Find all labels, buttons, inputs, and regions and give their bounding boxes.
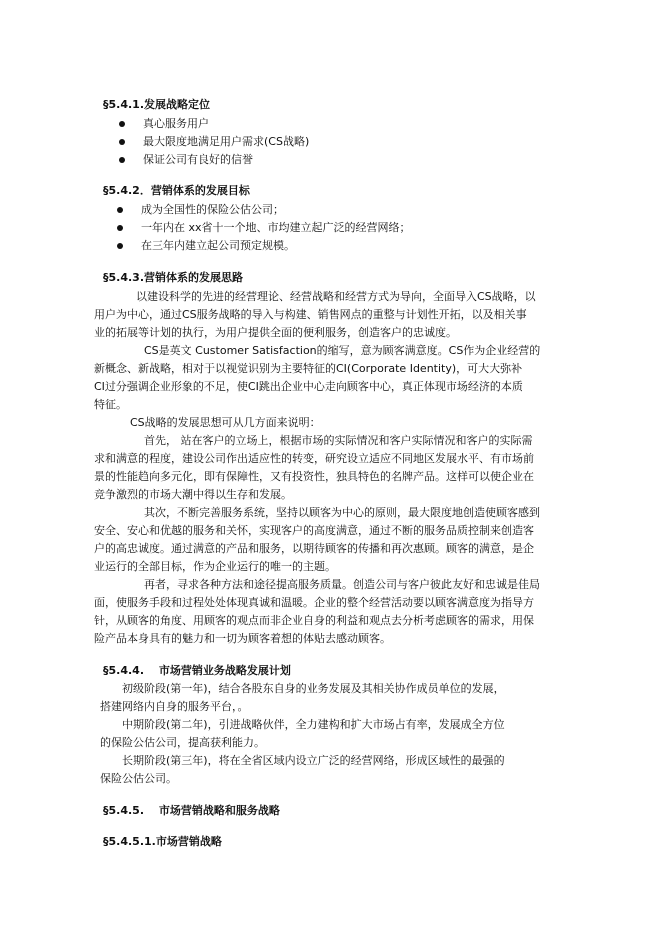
paragraph-line: 求和满意的程度，建设公司作出适应性的转变，研究设立适应不同地区发展水平、有市场前 [94, 452, 534, 465]
bullet-icon [119, 157, 125, 163]
paragraph-line: 景的性能趋向多元化，即有保障性，又有投资性，独具特色的名牌产品。这样可以使企业在 [94, 470, 534, 483]
paragraph-line: CS是英文 Customer Satisfaction的缩写，意为顾客满意度。CS作为企业经营的 [144, 344, 541, 357]
paragraph-line: 搭建网络内自身的服务平台，。 [100, 700, 249, 713]
list-item: 在三年内建立起公司预定规模。 [117, 239, 295, 253]
paragraph-line: 保险公估公司。 [100, 772, 177, 785]
bullet-icon [117, 207, 123, 213]
paragraph-line: 再者，寻求各种方法和途径提高服务质量。创造公司与客户彼此友好和忠诚是佳局 [144, 578, 540, 591]
section-heading-5-4-2: §5.4.2．营销体系的发展目标 [103, 184, 250, 197]
paragraph-line: 首先， 站在客户的立场上，根据市场的实际情况和客户实际情况和客户的实际需 [144, 434, 533, 447]
paragraph-line: 险产品本身具有的魅力和一切为顾客着想的体贴去感动顾客。 [94, 632, 391, 645]
section-heading-5-4-4: §5.4.4. 市场营销业务战略发展计划 [103, 664, 291, 677]
paragraph-line: 中期阶段(第二年)，引进战略伙伴，全力建构和扩大市场占有率，发展成全方位 [122, 718, 505, 731]
paragraph-line: CI过分强调企业形象的不足，使CI跳出企业中心走向顾客中心，真正体现市场经济的本质 [94, 380, 523, 393]
list-item: 成为全国性的保险公估公司； [117, 203, 284, 217]
paragraph-line: 其次，不断完善服务系统，坚持以顾客为中心的原则，最大限度地创造使顾客感到 [144, 506, 540, 519]
paragraph-line: 面，使服务手段和过程处处体现真诚和温暖。企业的整个经营活动要以顾客满意度为指导方 [94, 596, 534, 609]
paragraph-line: 业的拓展等计划的执行，为用户提供全面的便利服务，创造客户的忠诚度。 [94, 326, 457, 339]
paragraph-line: 初级阶段(第一年)，结合各股东自身的业务发展及其相关协作成员单位的发展， [122, 682, 505, 695]
list-item: 保证公司有良好的信誉 [119, 153, 253, 167]
paragraph-line: 新概念、新战略，相对于以视觉识别为主要特征的CI(Corporate Identity)，可大大弥补 [94, 362, 523, 375]
list-item: 一年内在 xx省十一个地、市均建立起广泛的经营网络； [117, 221, 411, 235]
list-item: 真心服务用户 [119, 117, 209, 131]
bullet-icon [119, 139, 125, 145]
paragraph-line: CS战略的发展思想可从几方面来说明： [130, 416, 321, 429]
list-item: 最大限度地满足用户需求(CS战略) [119, 135, 309, 149]
paragraph-line: 用户为中心，通过CS服务战略的导入与构建、销售网点的重整与计划性开拓，以及相关事 [94, 308, 527, 321]
paragraph-line: 业运行的全部目标，作为企业运行的唯一的主题。 [94, 560, 336, 573]
bullet-icon [117, 225, 123, 231]
section-heading-5-4-5: §5.4.5. 市场营销战略和服务战略 [103, 804, 280, 817]
paragraph-line: 长期阶段(第三年)，将在全省区域内设立广泛的经营网络，形成区域性的最强的 [122, 754, 505, 767]
paragraph-line: 的保险公估公司，提高获利能力。 [100, 736, 265, 749]
paragraph-line: 特征。 [94, 398, 127, 411]
section-heading-5-4-5-1: §5.4.5.1.市场营销战略 [103, 835, 222, 848]
paragraph-line: 针，从顾客的角度、用顾客的观点而非企业自身的利益和观点去分析考虑顾客的需求，用保 [94, 614, 534, 627]
paragraph-line: 竞争激烈的市场大潮中得以生存和发展。 [94, 488, 292, 501]
paragraph-line: 安全、安心和优越的服务和关怀，实现客户的高度满意，通过不断的服务品质控制来创造客 [94, 524, 534, 537]
bullet-icon [117, 243, 123, 249]
paragraph-line: 以建设科学的先进的经营理论、经营战略和经营方式为导向，全面导入CS战略，以 [136, 290, 536, 303]
bullet-icon [119, 121, 125, 127]
paragraph-line: 户的高忠诚度。通过满意的产品和服务，以期待顾客的传播和再次惠顾。顾客的满意，是企 [94, 542, 534, 555]
section-heading-5-4-1: §5.4.1.发展战略定位 [103, 98, 210, 111]
section-heading-5-4-3: §5.4.3.营销体系的发展思路 [103, 271, 243, 284]
